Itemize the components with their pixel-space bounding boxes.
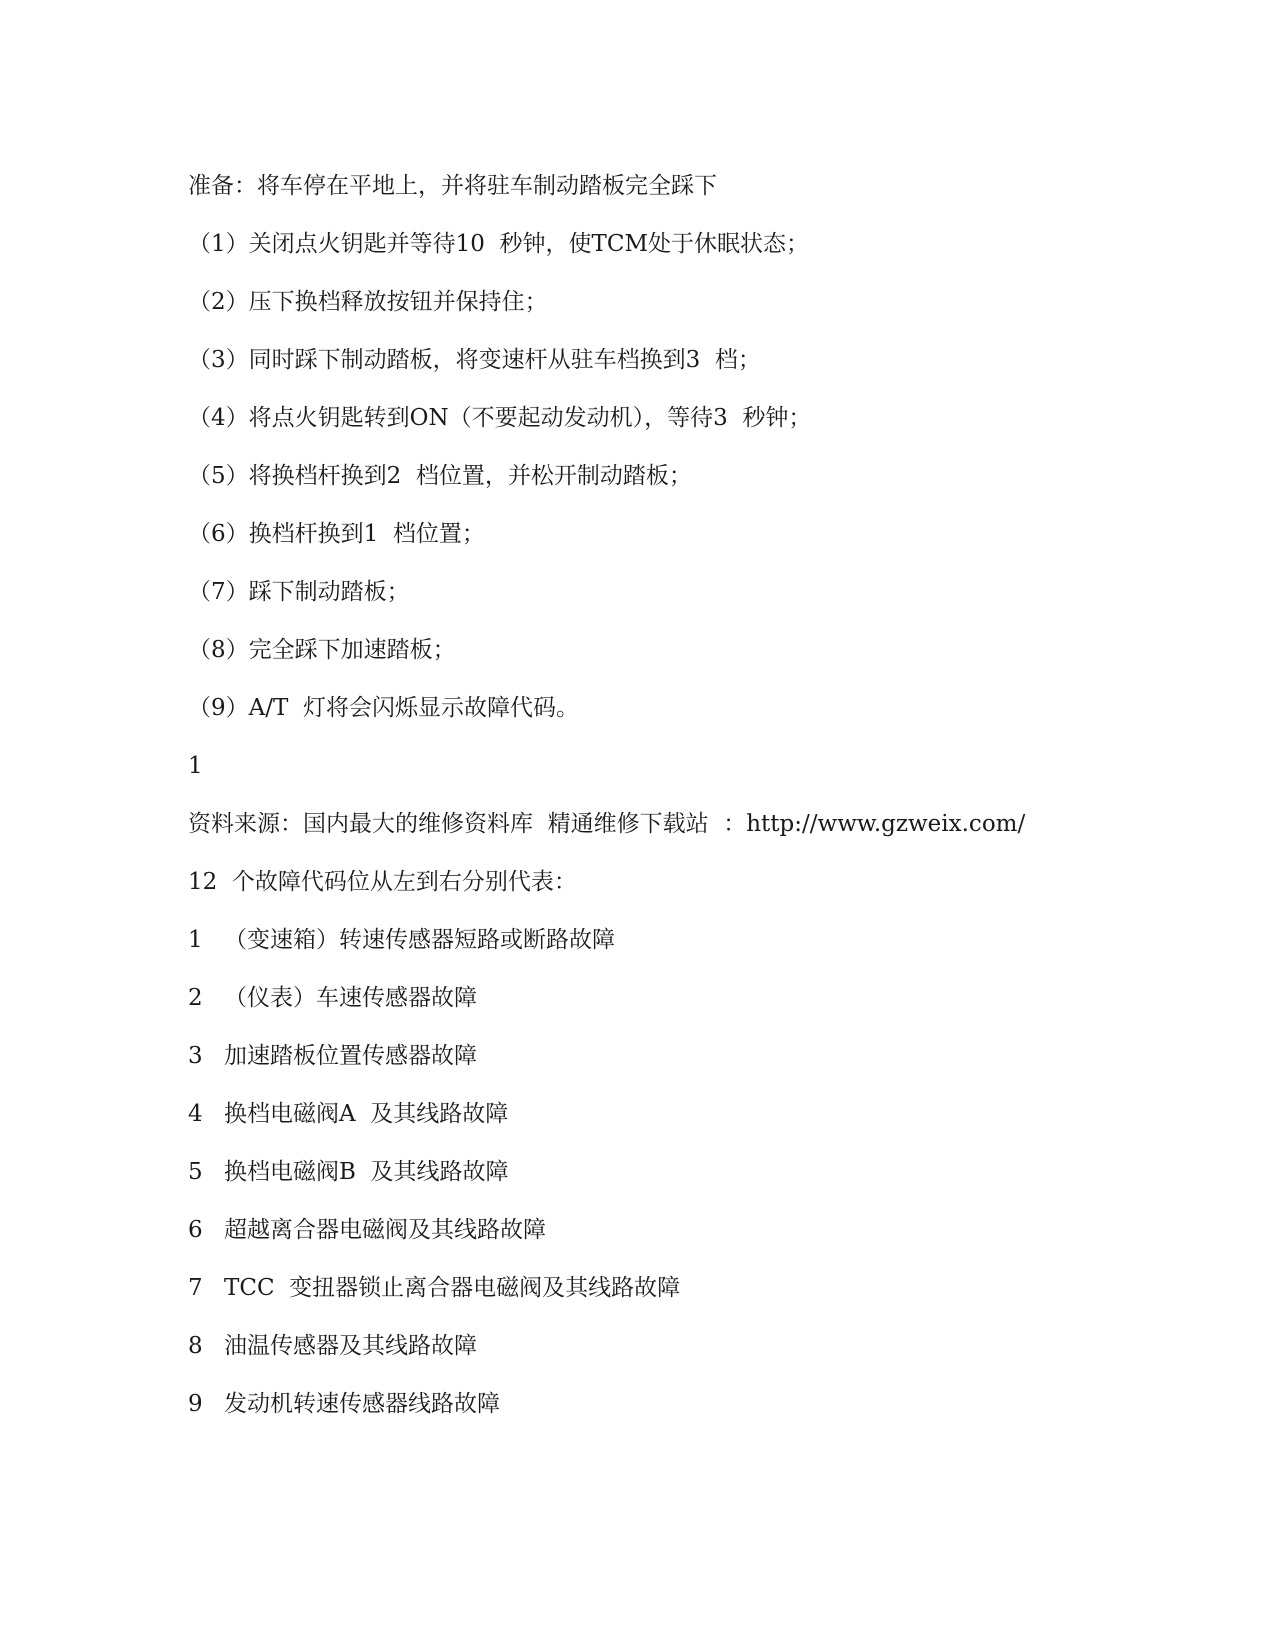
step-7: （7）踩下制动踏板； (188, 579, 410, 605)
step-6: （6）换档杆换到1 档位置； (188, 521, 485, 547)
step-8: （8）完全踩下加速踏板； (188, 637, 456, 663)
code-number: 8 (188, 1333, 203, 1359)
code-number: 7 (188, 1275, 203, 1301)
step-5: （5）将换档杆换到2 档位置，并松开制动踏板； (188, 463, 692, 489)
code-description: TCC 变扭器锁止离合器电磁阀及其线路故障 (224, 1275, 681, 1301)
code-row (188, 1273, 680, 1303)
code-row (188, 1099, 508, 1129)
codes-intro: 12 个故障代码位从左到右分别代表： (188, 869, 577, 895)
code-number: 2 (188, 985, 203, 1011)
step-1: （1）关闭点火钥匙并等待10 秒钟，使TCM处于休眠状态； (188, 231, 810, 257)
step-9: （9）A/T 灯将会闪烁显示故障代码。 (188, 695, 579, 721)
code-description: 油温传感器及其线路故障 (224, 1333, 477, 1359)
step-2: （2）压下换档释放按钮并保持住； (188, 289, 548, 315)
code-number: 1 (188, 927, 203, 953)
code-row (188, 1331, 477, 1361)
code-number: 9 (188, 1391, 203, 1417)
code-number: 3 (188, 1043, 203, 1069)
code-description: 加速踏板位置传感器故障 (224, 1043, 477, 1069)
step-3: （3）同时踩下制动踏板，将变速杆从驻车档换到3 档； (188, 347, 761, 373)
code-row (188, 925, 615, 955)
code-number: 5 (188, 1159, 203, 1185)
preparation-line: 准备：将车停在平地上，并将驻车制动踏板完全踩下 (188, 173, 717, 199)
code-row (188, 1157, 509, 1187)
code-description: 发动机转速传感器线路故障 (224, 1391, 500, 1417)
code-description: 换档电磁阀A 及其线路故障 (224, 1101, 509, 1127)
code-description: 超越离合器电磁阀及其线路故障 (224, 1217, 546, 1243)
code-description: （变速箱）转速传感器短路或断路故障 (224, 927, 615, 953)
code-row (188, 983, 477, 1013)
code-number: 4 (188, 1101, 203, 1127)
code-description: （仪表）车速传感器故障 (224, 985, 477, 1011)
page-marker: 1 (188, 753, 203, 779)
code-description: 换档电磁阀B 及其线路故障 (224, 1159, 509, 1185)
code-number: 6 (188, 1217, 203, 1243)
code-row (188, 1041, 477, 1071)
step-4: （4）将点火钥匙转到ON（不要起动发动机），等待3 秒钟； (188, 405, 812, 431)
code-row (188, 1215, 546, 1245)
source-line: 资料来源：国内最大的维修资料库 精通维修下载站 ：http://www.gzweix.com/ (188, 811, 1026, 837)
code-row (188, 1389, 500, 1419)
